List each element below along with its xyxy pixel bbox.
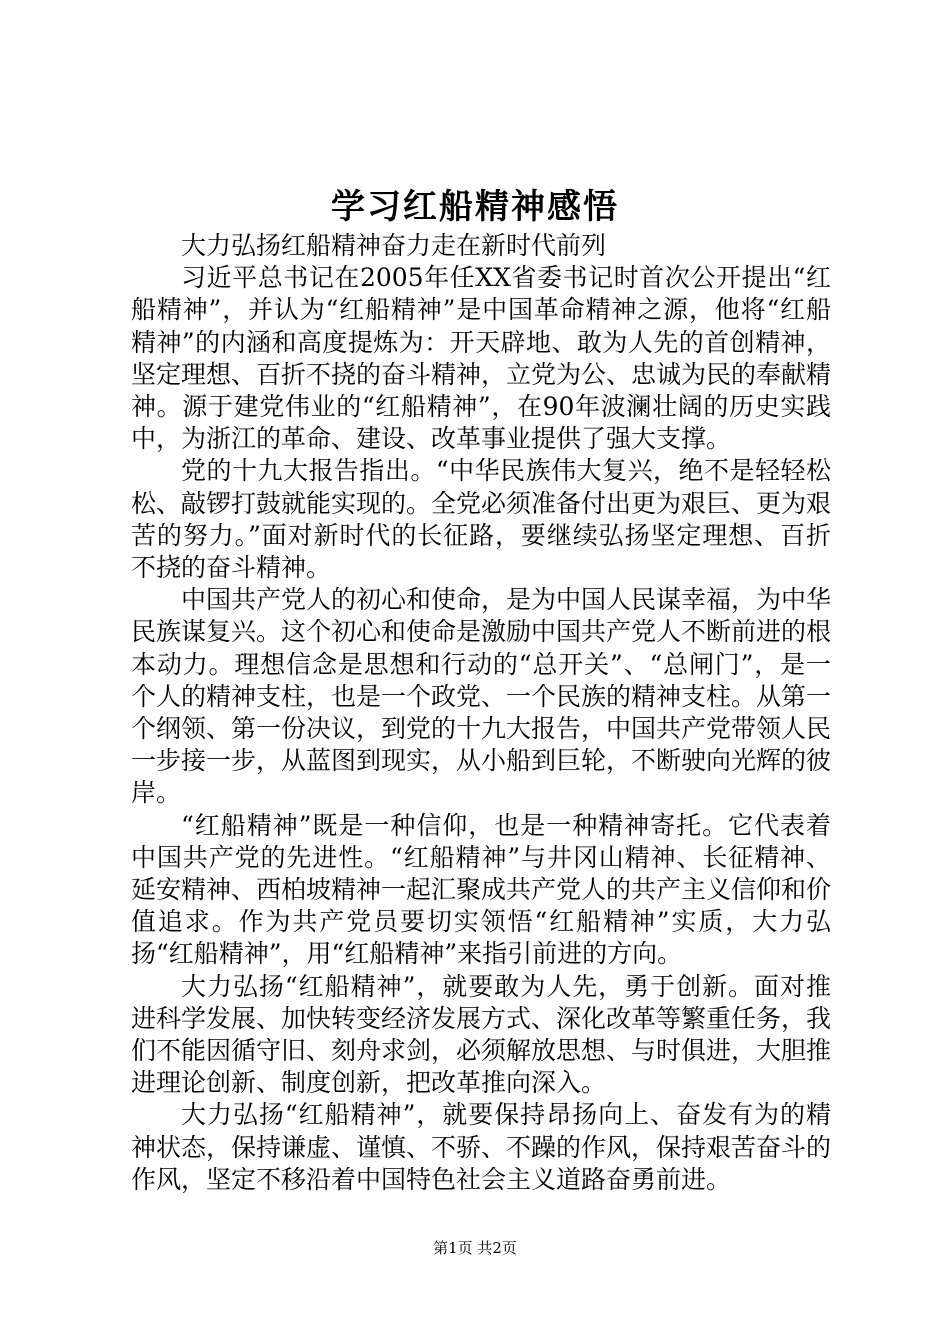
paragraph: 中国共产党人的初心和使命，是为中国人民谋幸福，为中华民族谋复兴。这个初心和使命是激励中国共产党人不断前进的根本动力。理想信念是思想和行动的“总开关”、“总闸门”，是一个人的精神支柱，也是一个政党、一个民族的精神支柱。从第一个纲领、第一份决议，到党的十九大报告，中国共产党带领人民一步接一步，从蓝图到现实，从小船到巨轮，不断驶向光辉的彼岸。 (131, 585, 832, 808)
paragraph: “红船精神”既是一种信仰，也是一种精神寄托。它代表着中国共产党的先进性。“红船精神”与井冈山精神、长征精神、延安精神、西柏坡精神一起汇聚成共产党人的共产主义信仰和价值追求。作为共产党员要切实领悟“红船精神”实质，大力弘扬“红船精神”，用“红船精神”来指引前进的方向。 (131, 810, 832, 969)
paragraph: 大力弘扬“红船精神”，就要敢为人先，勇于创新。面对推进科学发展、加快转变经济发展方式、深化改革等繁重任务，我们不能因循守旧、刻舟求剑，必须解放思想、与时俱进，大胆推进理论创新、制度创新，把改革推向深入。 (131, 971, 832, 1098)
document-body (131, 230, 831, 1196)
document-title: 学习红船精神感悟 (331, 187, 619, 227)
paragraph: 党的十九大报告指出。“中华民族伟大复兴，绝不是轻轻松松、敲锣打鼓就能实现的。全党必须准备付出更为艰巨、更为艰苦的努力。”面对新时代的长征路，要继续弘扬坚定理想、百折不挠的奋斗精神。 (131, 456, 832, 583)
page-footer: 第1页 共2页 (433, 1239, 517, 1257)
paragraph: 大力弘扬“红船精神”，就要保持昂扬向上、奋发有为的精神状态，保持谦虚、谨慎、不骄、不躁的作风，保持艰苦奋斗的作风，坚定不移沿着中国特色社会主义道路奋勇前进。 (131, 1100, 832, 1194)
document-subtitle: 大力弘扬红船精神奋力走在新时代前列 (181, 231, 607, 260)
paragraph: 习近平总书记在2005年任XX省委书记时首次公开提出“红船精神”，并认为“红船精神”是中国革命精神之源，他将“红船精神”的内涵和高度提炼为：开天辟地、敢为人先的首创精神，坚定理想、百折不挠的奋斗精神，立党为公、忠诚为民的奉献精神。源于建党伟业的“红船精神”，在90年波澜壮阔的历史实践中，为浙江的革命、建设、改革事业提供了强大支撑。 (131, 263, 832, 454)
